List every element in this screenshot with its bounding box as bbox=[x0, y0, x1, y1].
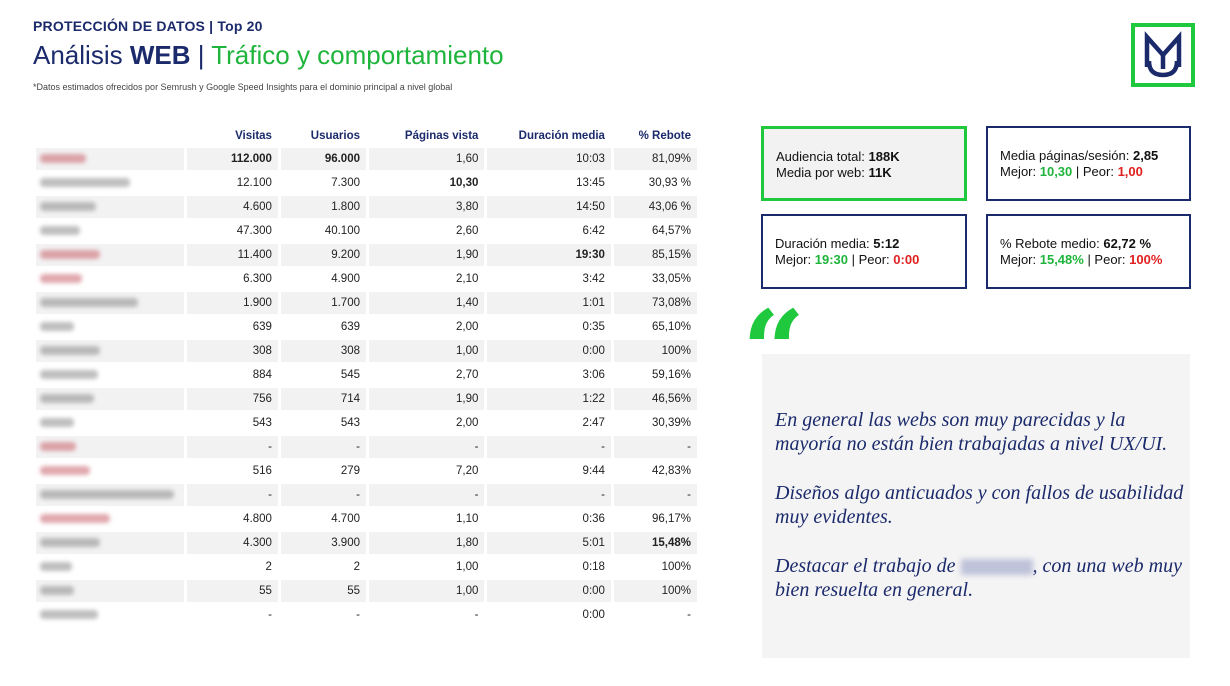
cell-paginas: 2,70 bbox=[456, 369, 479, 381]
cell-visitas: 308 bbox=[187, 340, 278, 362]
cell-rebote: 59,16% bbox=[651, 369, 691, 381]
cell-visitas: 543 bbox=[252, 417, 272, 429]
bounce-best-label: Mejor: bbox=[1000, 252, 1040, 267]
pages-worst-value: 1,00 bbox=[1117, 164, 1143, 179]
table-row bbox=[36, 436, 697, 458]
cell-visitas: - bbox=[187, 436, 278, 458]
bounce-stat-box bbox=[986, 214, 1191, 289]
col-paginas: Páginas vista bbox=[404, 130, 479, 142]
redacted-name bbox=[36, 556, 184, 578]
table-row bbox=[36, 220, 697, 242]
redacted-name bbox=[36, 508, 184, 530]
cell-visitas: - bbox=[268, 609, 272, 621]
cell-rebote: - bbox=[687, 609, 691, 621]
cell-usuarios: 55 bbox=[281, 580, 366, 602]
cell-rebote: 43,06 % bbox=[614, 196, 697, 218]
duration-worst-label: | Peor: bbox=[847, 252, 894, 267]
bounce-worst-label: | Peor: bbox=[1083, 252, 1130, 267]
cell-paginas: 2,10 bbox=[456, 273, 479, 285]
cell-usuarios: 543 bbox=[340, 417, 360, 429]
cell-paginas: 2,00 bbox=[456, 417, 479, 429]
table-row bbox=[36, 412, 697, 434]
col-usuarios: Usuarios bbox=[310, 130, 360, 142]
cell-paginas: - bbox=[474, 609, 479, 621]
cell-duracion: 13:45 bbox=[576, 177, 605, 189]
table-row bbox=[36, 388, 697, 410]
cell-visitas: 4.300 bbox=[187, 532, 278, 554]
redacted-name bbox=[36, 436, 184, 458]
cell-paginas: - bbox=[369, 484, 484, 506]
cell-duracion: 10:03 bbox=[487, 148, 611, 170]
cell-duracion: 2:47 bbox=[582, 417, 605, 429]
cell-duracion: 1:22 bbox=[487, 388, 611, 410]
cell-usuarios: 714 bbox=[281, 388, 366, 410]
table-row bbox=[36, 484, 697, 506]
table-row bbox=[36, 340, 697, 362]
cell-visitas: 639 bbox=[252, 321, 272, 333]
cell-usuarios: 3.900 bbox=[281, 532, 366, 554]
audience-stat-box bbox=[761, 126, 967, 201]
table-header-row bbox=[36, 126, 697, 146]
quote-paragraph: En general las webs son muy parecidas y la mayoría no están bien trabajadas a nivel UX/UI. bbox=[775, 409, 1168, 455]
cell-duracion: - bbox=[487, 484, 611, 506]
redacted-name bbox=[36, 196, 184, 218]
redacted-name bbox=[36, 292, 184, 314]
redacted-name bbox=[36, 364, 184, 386]
pages-worst-label: | Peor: bbox=[1072, 164, 1118, 179]
duration-best-label: Mejor: bbox=[775, 252, 815, 267]
table-row bbox=[36, 556, 697, 578]
table-row bbox=[36, 604, 697, 626]
cell-duracion: 9:44 bbox=[582, 465, 605, 477]
bounce-label: % Rebote medio: bbox=[1000, 236, 1104, 251]
bounce-best-value: 15,48% bbox=[1039, 252, 1084, 267]
cell-visitas: 1.900 bbox=[187, 292, 278, 314]
cell-paginas: 10,30 bbox=[449, 177, 479, 189]
bounce-value: 62,72 % bbox=[1103, 236, 1152, 251]
cell-usuarios: 40.100 bbox=[324, 225, 360, 237]
cell-paginas: 1,90 bbox=[369, 388, 484, 410]
audience-total-label: Audiencia total: bbox=[776, 149, 869, 164]
cell-duracion: 0:18 bbox=[582, 561, 605, 573]
redacted-name bbox=[36, 316, 184, 338]
redacted-name bbox=[36, 580, 184, 602]
cell-rebote: 42,83% bbox=[651, 465, 691, 477]
table-row bbox=[36, 268, 697, 290]
cell-usuarios: - bbox=[281, 484, 366, 506]
redacted-name bbox=[36, 388, 184, 410]
cell-paginas: 1,00 bbox=[456, 561, 479, 573]
redacted-name bbox=[36, 532, 184, 554]
cell-rebote: 81,09% bbox=[614, 148, 697, 170]
table-row bbox=[36, 244, 697, 266]
pages-label: Media páginas/sesión: bbox=[1000, 148, 1133, 163]
cell-usuarios: 545 bbox=[340, 369, 360, 381]
table-row bbox=[36, 148, 697, 170]
table-row bbox=[36, 292, 697, 314]
cell-rebote: 15,48% bbox=[614, 532, 697, 554]
cell-visitas: 756 bbox=[187, 388, 278, 410]
cell-visitas: 4.800 bbox=[243, 513, 272, 525]
quote-mark-icon: “ bbox=[742, 286, 806, 415]
cell-duracion: 0:36 bbox=[582, 513, 605, 525]
cell-visitas: 2 bbox=[265, 561, 272, 573]
cell-duracion: 0:00 bbox=[582, 609, 605, 621]
cell-usuarios: 4.700 bbox=[331, 513, 360, 525]
cell-rebote: 100% bbox=[661, 561, 691, 573]
cell-usuarios: - bbox=[281, 436, 366, 458]
cell-rebote: 96,17% bbox=[651, 513, 691, 525]
cell-duracion: 19:30 bbox=[487, 244, 611, 266]
title-prefix: Análisis bbox=[33, 40, 130, 70]
cell-rebote: 64,57% bbox=[651, 225, 691, 237]
cell-rebote: - bbox=[614, 484, 697, 506]
redacted-name bbox=[36, 340, 184, 362]
cell-usuarios: 279 bbox=[340, 465, 360, 477]
table-row bbox=[36, 364, 697, 386]
redacted-name bbox=[961, 559, 1033, 575]
cell-visitas: 884 bbox=[252, 369, 272, 381]
pages-stat-box bbox=[986, 126, 1191, 201]
cell-rebote: 73,08% bbox=[614, 292, 697, 314]
cell-duracion: 5:01 bbox=[487, 532, 611, 554]
cell-visitas: 516 bbox=[252, 465, 272, 477]
cell-visitas: 6.300 bbox=[243, 273, 272, 285]
cell-paginas: 7,20 bbox=[456, 465, 479, 477]
pages-best-value: 10,30 bbox=[1039, 164, 1073, 179]
duration-best-value: 19:30 bbox=[814, 252, 848, 267]
cell-rebote: 85,15% bbox=[614, 244, 697, 266]
cell-rebote: 65,10% bbox=[651, 321, 691, 333]
redacted-name bbox=[36, 484, 184, 506]
cell-paginas: 2,60 bbox=[456, 225, 479, 237]
table-row bbox=[36, 316, 697, 338]
cell-paginas: 1,00 bbox=[369, 340, 484, 362]
cell-usuarios: 639 bbox=[340, 321, 360, 333]
cell-duracion: 14:50 bbox=[487, 196, 611, 218]
cell-duracion: - bbox=[487, 436, 611, 458]
cell-duracion: 0:35 bbox=[582, 321, 605, 333]
cell-visitas: 55 bbox=[187, 580, 278, 602]
cell-rebote: 100% bbox=[614, 580, 697, 602]
cell-paginas: 1,60 bbox=[369, 148, 484, 170]
cell-paginas: 3,80 bbox=[369, 196, 484, 218]
cell-paginas: 1,90 bbox=[369, 244, 484, 266]
quote-text bbox=[775, 408, 1185, 627]
cell-usuarios: 1.700 bbox=[281, 292, 366, 314]
cell-paginas: 1,00 bbox=[369, 580, 484, 602]
pages-best-label: Mejor: bbox=[1000, 164, 1040, 179]
cell-duracion: 0:00 bbox=[487, 580, 611, 602]
redacted-name bbox=[36, 604, 184, 626]
cell-usuarios: 4.900 bbox=[331, 273, 360, 285]
col-rebote: % Rebote bbox=[638, 130, 691, 142]
redacted-name bbox=[36, 244, 184, 266]
cell-paginas: 2,00 bbox=[456, 321, 479, 333]
title-subtitle: Tráfico y comportamiento bbox=[211, 40, 504, 70]
quote-paragraph: Diseños algo anticuados y con fallos de usabilidad muy evidentes. bbox=[775, 482, 1184, 528]
duration-worst-value: 0:00 bbox=[893, 252, 920, 267]
cell-visitas: 12.100 bbox=[236, 177, 272, 189]
cell-usuarios: 2 bbox=[353, 561, 360, 573]
quote-p3-prefix: Destacar el trabajo de bbox=[775, 555, 961, 577]
web-traffic-table bbox=[33, 124, 700, 628]
cell-paginas: - bbox=[369, 436, 484, 458]
cell-rebote: 33,05% bbox=[651, 273, 691, 285]
cell-visitas: 47.300 bbox=[236, 225, 272, 237]
title-strong: WEB bbox=[129, 40, 191, 70]
pages-value: 2,85 bbox=[1132, 148, 1159, 163]
cell-rebote: 30,39% bbox=[651, 417, 691, 429]
page-title bbox=[33, 40, 504, 71]
mc-logo-icon bbox=[1131, 23, 1195, 87]
duration-label: Duración media: bbox=[775, 236, 874, 251]
cell-rebote: 100% bbox=[614, 340, 697, 362]
cell-duracion: 3:42 bbox=[582, 273, 605, 285]
table-row bbox=[36, 196, 697, 218]
col-visitas: Visitas bbox=[235, 130, 272, 142]
table-row bbox=[36, 172, 697, 194]
duration-stat-box bbox=[761, 214, 967, 289]
cell-rebote: - bbox=[614, 436, 697, 458]
cell-usuarios: 96.000 bbox=[281, 148, 366, 170]
report-kicker: PROTECCIÓN DE DATOS | Top 20 bbox=[33, 18, 263, 34]
cell-visitas: - bbox=[187, 484, 278, 506]
table-row bbox=[36, 460, 697, 482]
cell-duracion: 3:06 bbox=[582, 369, 605, 381]
bounce-worst-value: 100% bbox=[1129, 252, 1163, 267]
audience-total-value: 188K bbox=[868, 149, 900, 164]
cell-usuarios: 9.200 bbox=[281, 244, 366, 266]
cell-duracion: 0:00 bbox=[487, 340, 611, 362]
cell-rebote: 46,56% bbox=[614, 388, 697, 410]
redacted-name bbox=[36, 220, 184, 242]
table-row bbox=[36, 532, 697, 554]
cell-visitas: 11.400 bbox=[187, 244, 278, 266]
cell-visitas: 112.000 bbox=[187, 148, 278, 170]
cell-rebote: 30,93 % bbox=[648, 177, 691, 189]
quote-p3-suffix: , con una web muy bien resuelta en general. bbox=[775, 555, 1182, 601]
cell-usuarios: 1.800 bbox=[281, 196, 366, 218]
quote-paragraph bbox=[775, 554, 1185, 602]
cell-duracion: 1:01 bbox=[487, 292, 611, 314]
title-separator: | bbox=[190, 40, 212, 70]
cell-paginas: 1,80 bbox=[369, 532, 484, 554]
redacted-name bbox=[36, 412, 184, 434]
col-duracion: Duración media bbox=[518, 130, 605, 142]
duration-value: 5:12 bbox=[873, 236, 900, 251]
redacted-name bbox=[36, 268, 184, 290]
cell-visitas: 4.600 bbox=[187, 196, 278, 218]
footnote: *Datos estimados ofrecidos por Semrush y Google Speed Insights para el dominio principal a nivel global bbox=[33, 82, 453, 92]
table-row bbox=[36, 508, 697, 530]
table-row bbox=[36, 580, 697, 602]
cell-paginas: 1,40 bbox=[369, 292, 484, 314]
cell-usuarios: 7.300 bbox=[331, 177, 360, 189]
redacted-name bbox=[36, 460, 184, 482]
redacted-name bbox=[36, 172, 184, 194]
cell-usuarios: 308 bbox=[281, 340, 366, 362]
redacted-name bbox=[36, 148, 184, 170]
cell-usuarios: - bbox=[356, 609, 360, 621]
audience-avg-label: Media por web: bbox=[776, 165, 869, 180]
audience-avg-value: 11K bbox=[868, 165, 892, 180]
cell-duracion: 6:42 bbox=[582, 225, 605, 237]
cell-paginas: 1,10 bbox=[456, 513, 479, 525]
